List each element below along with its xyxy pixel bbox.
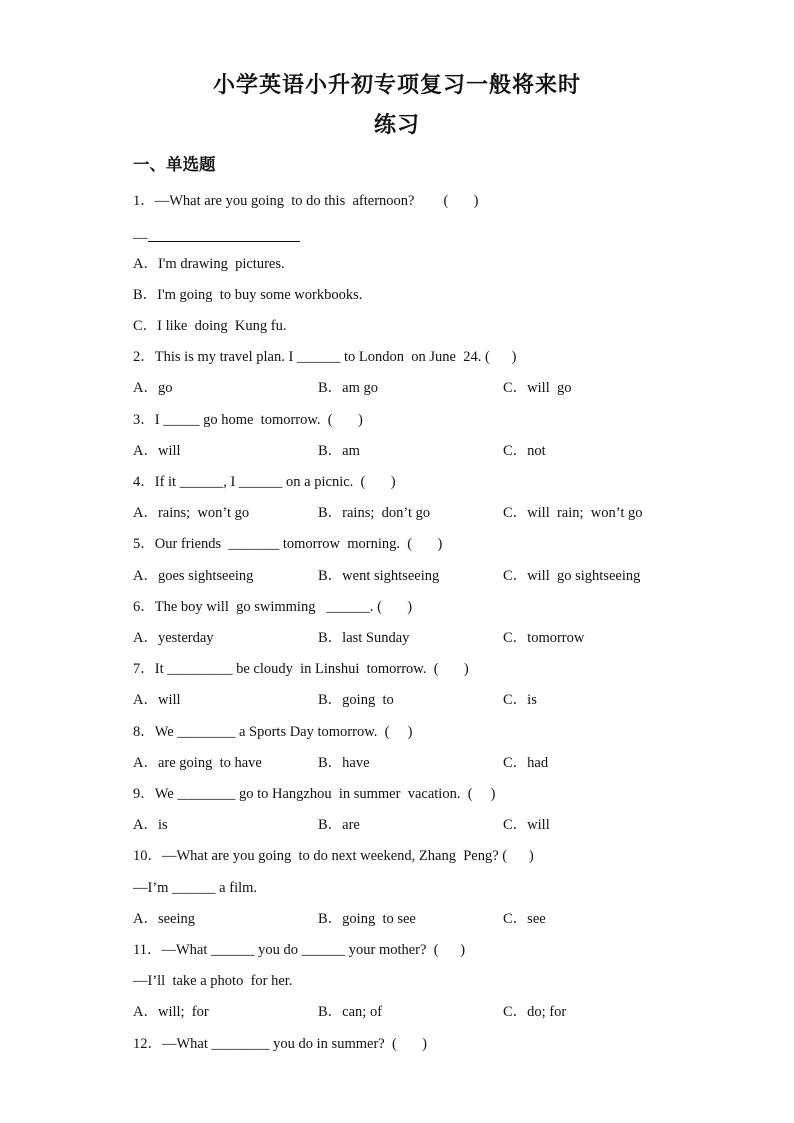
question-11-answer: —I’ll take a photo for her. — [133, 973, 293, 989]
question-5-option-b: B．went sightseeing — [318, 568, 440, 584]
question-11-option-a: A．will; for — [133, 1004, 209, 1020]
answer-blank — [148, 228, 300, 242]
section-heading: 一、单选题 — [133, 155, 216, 174]
question-6-option-a: A．yesterday — [133, 630, 214, 646]
question-9-option-c: C．will — [503, 817, 550, 833]
question-7-option-c: C．is — [503, 692, 537, 708]
question-6-stem: 6．The boy will go swimming ______. ( ) — [133, 599, 413, 615]
answer-dash: — — [133, 230, 148, 246]
question-6-option-c: C．tomorrow — [503, 630, 585, 646]
question-2-stem: 2．This is my travel plan. I ______ to London on June 24. ( ) — [133, 349, 517, 365]
question-3-option-a: A．will — [133, 443, 181, 459]
question-8-stem: 8．We ________ a Sports Day tomorrow. ( ) — [133, 724, 413, 740]
question-10-option-b: B．going to see — [318, 911, 416, 927]
question-6-option-b: B．last Sunday — [318, 630, 410, 646]
question-8-option-c: C．had — [503, 755, 549, 771]
question-4-stem: 4．If it ______, I ______ on a picnic. ( ) — [133, 474, 396, 490]
question-3-option-c: C．not — [503, 443, 546, 459]
question-7-option-b: B．going to — [318, 692, 394, 708]
question-11-option-c: C．do; for — [503, 1004, 567, 1020]
question-9-option-a: A．is — [133, 817, 168, 833]
question-11-option-b: B．can; of — [318, 1004, 383, 1020]
question-2-option-a: A．go — [133, 380, 173, 396]
question-10-answer: —I’m ______ a film. — [133, 880, 258, 896]
question-9-option-b: B．are — [318, 817, 360, 833]
question-4-option-c: C．will rain; won’t go — [503, 505, 643, 521]
question-9-stem: 9．We ________ go to Hangzhou in summer vacation. ( ) — [133, 786, 496, 802]
question-7-option-a: A．will — [133, 692, 181, 708]
question-5-option-a: A．goes sightseeing — [133, 568, 254, 584]
question-8-option-a: A．are going to have — [133, 755, 262, 771]
question-3-option-b: B．am — [318, 443, 360, 459]
question-5-stem: 5．Our friends _______ tomorrow morning. ( ) — [133, 536, 443, 552]
question-10-option-c: C．see — [503, 911, 546, 927]
question-1-option-b: B．I'm going to buy some workbooks. — [133, 287, 363, 303]
question-10-stem: 10．—What are you going to do next weekend, Zhang Peng? ( ) — [133, 848, 534, 864]
page-subtitle: 练习 — [373, 112, 420, 137]
question-1-answer-line — [133, 228, 300, 248]
question-1-option-c: C．I like doing Kung fu. — [133, 318, 287, 334]
question-1-stem: 1．—What are you going to do this afternoon? ( ) — [133, 193, 479, 209]
question-2-option-c: C．will go — [503, 380, 572, 396]
question-7-stem: 7．It _________ be cloudy in Linshui tomorrow. ( ) — [133, 661, 469, 677]
question-8-option-b: B．have — [318, 755, 370, 771]
question-2-option-b: B．am go — [318, 380, 379, 396]
question-4-option-b: B．rains; don’t go — [318, 505, 431, 521]
question-4-option-a: A．rains; won’t go — [133, 505, 250, 521]
question-11-stem: 11．—What ______ you do ______ your mother? ( ) — [133, 942, 466, 958]
question-1-option-a: A．I'm drawing pictures. — [133, 256, 285, 272]
question-12-stem: 12．—What ________ you do in summer? ( ) — [133, 1036, 427, 1052]
question-5-option-c: C．will go sightseeing — [503, 568, 641, 584]
question-10-option-a: A．seeing — [133, 911, 196, 927]
question-3-stem: 3．I _____ go home tomorrow. ( ) — [133, 412, 363, 428]
page-title: 小学英语小升初专项复习一般将来时 — [212, 72, 581, 97]
